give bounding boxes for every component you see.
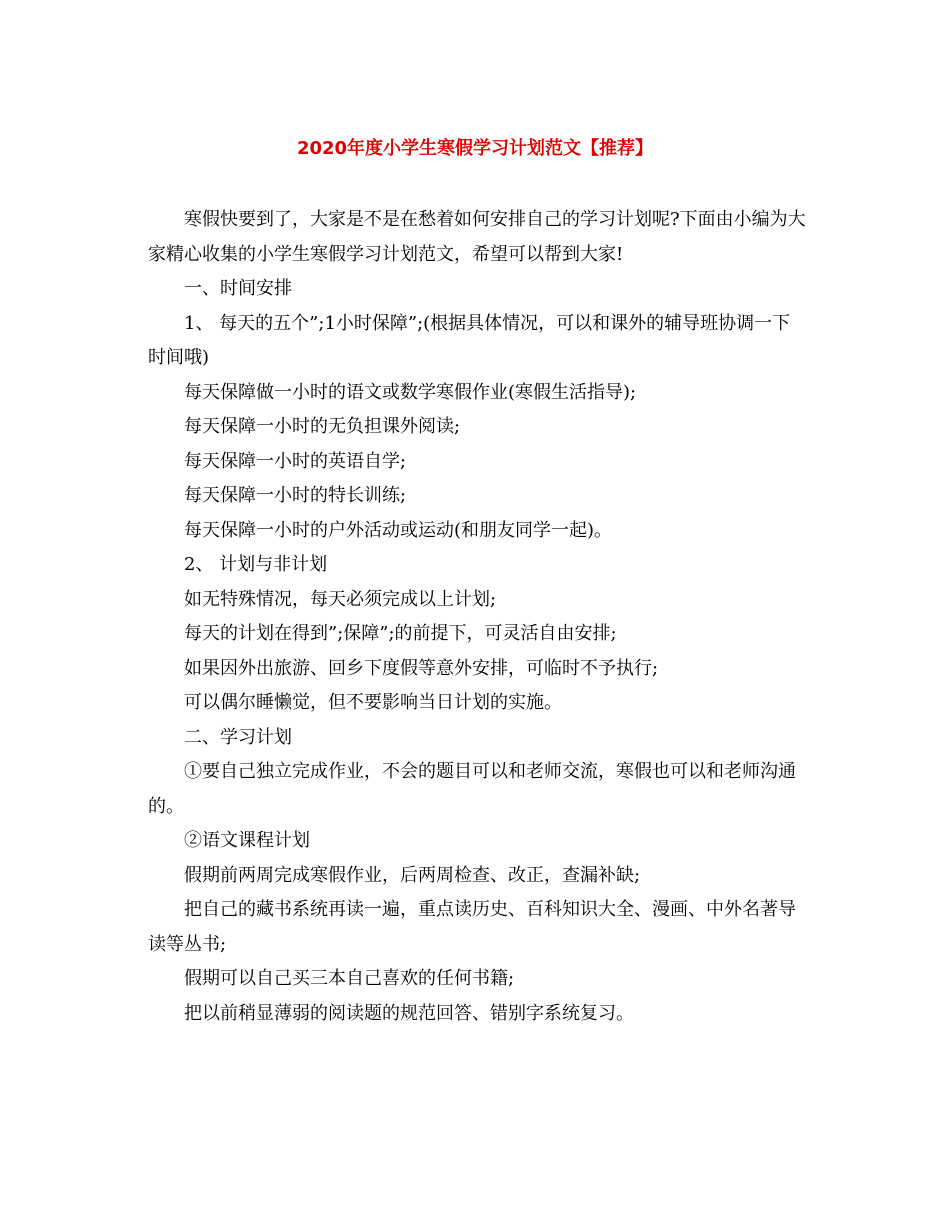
document-title: 2020年度小学生寒假学习计划范文【推荐】 [296,138,654,159]
paragraph: 每天的计划在得到”;保障”;的前提下，可灵活自由安排; [184,623,617,644]
paragraph: 假期可以自己买三本自己喜欢的任何书籍; [184,968,515,989]
paragraph: 1、 每天的五个”;1小时保障”;(根据具体情况，可以和课外的辅导班协调一下时间哦) [148,312,791,368]
paragraph: 把自己的藏书系统再读一遍，重点读历史、百科知识大全、漫画、中外名著导读等丛书; [148,899,796,955]
document-body [148,203,808,1031]
paragraph: ①要自己独立完成作业，不会的题目可以和老师交流，寒假也可以和老师沟通的。 [148,761,796,817]
paragraph: 如果因外出旅游、回乡下度假等意外安排，可临时不予执行; [184,657,659,679]
paragraph: 每天保障一小时的特长训练; [184,485,407,506]
paragraph: 每天保障做一小时的语文或数学寒假作业(寒假生活指导); [184,381,637,403]
section-heading: 二、学习计划 [184,726,292,748]
paragraph: 每天保障一小时的无负担课外阅读; [184,416,461,437]
paragraph: 寒假快要到了，大家是不是在愁着如何安排自己的学习计划呢?下面由小编为大家精心收集的小学生寒假学习计划范文，希望可以帮到大家! [148,209,806,265]
paragraph: 每天保障一小时的户外活动或运动(和朋友同学一起)。 [184,519,613,541]
subsection-heading: ②语文课程计划 [184,830,310,851]
paragraph: 假期前两周完成寒假作业，后两周检查、改正，查漏补缺; [184,864,641,886]
paragraph: 把以前稍显薄弱的阅读题的规范回答、错别字系统复习。 [184,1002,634,1024]
paragraph: 每天保障一小时的英语自学; [184,450,407,472]
paragraph: 如无特殊情况，每天必须完成以上计划; [184,588,497,610]
paragraph: 可以偶尔睡懒觉，但不要影响当日计划的实施。 [184,692,562,713]
section-heading: 一、时间安排 [184,278,292,299]
subsection-heading: 2、 计划与非计划 [184,554,328,575]
